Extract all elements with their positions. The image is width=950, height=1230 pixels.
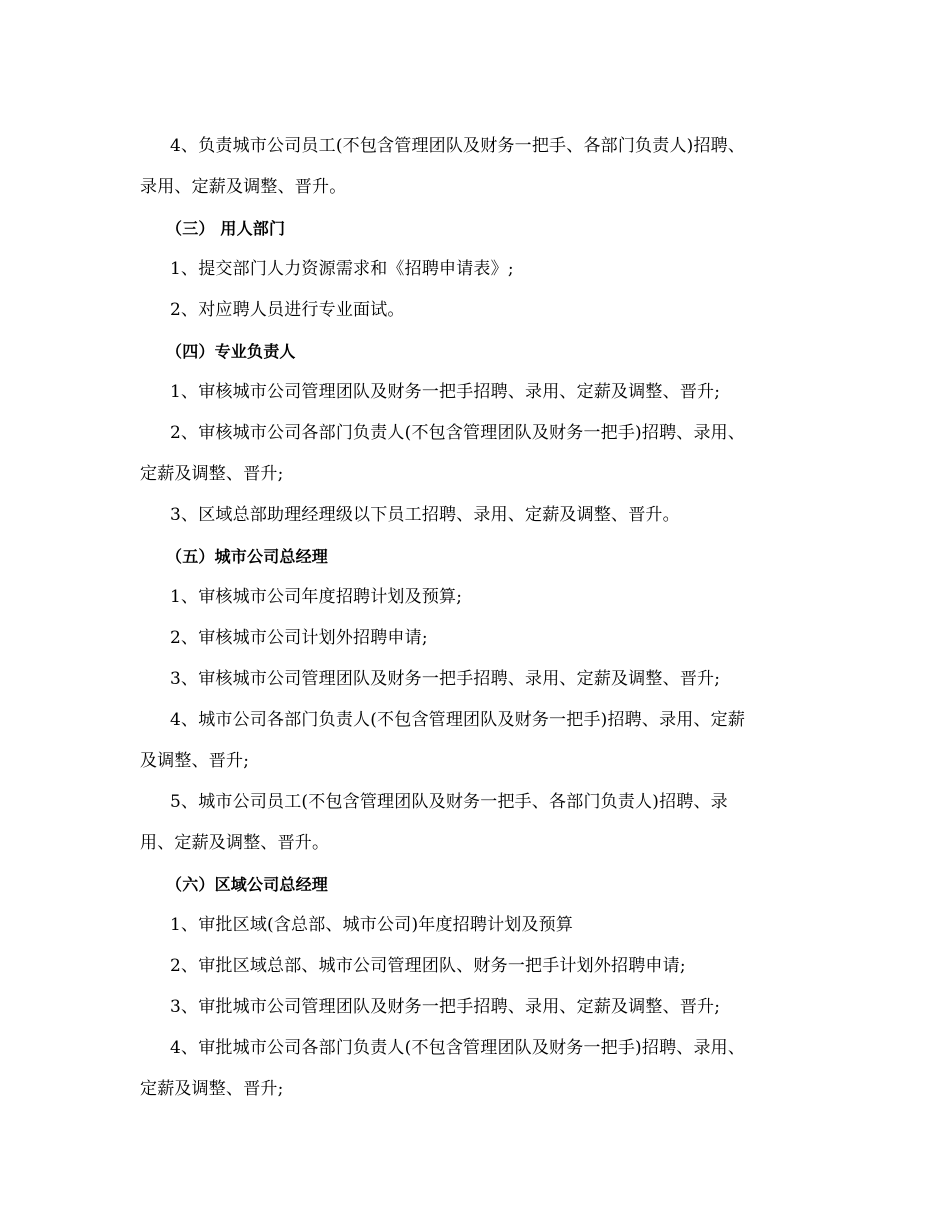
paragraph-continuation: 及调整、晋升; (140, 751, 250, 771)
paragraph-line: 2、审核城市公司各部门负责人(不包含管理团队及财务一把手)招聘、录用、 (170, 423, 746, 443)
paragraph-continuation: 录用、定薪及调整、晋升。 (140, 177, 347, 197)
section-heading-3: （三） 用人部门 (166, 219, 286, 238)
section-heading-6: （六）区域公司总经理 (166, 875, 329, 894)
document-body (140, 126, 800, 1110)
paragraph-continuation: 用、定薪及调整、晋升。 (140, 833, 330, 853)
paragraph-line: 4、城市公司各部门负责人(不包含管理团队及财务一把手)招聘、录用、定薪 (170, 710, 746, 730)
paragraph-line: 4、负责城市公司员工(不包含管理团队及财务一把手、各部门负责人)招聘、 (170, 136, 746, 156)
paragraph-line: 1、审核城市公司年度招聘计划及预算; (170, 587, 463, 607)
paragraph-line: 1、审批区域(含总部、城市公司)年度招聘计划及预算 (170, 915, 574, 935)
paragraph-line: 3、区域总部助理经理级以下员工招聘、录用、定薪及调整、晋升。 (170, 505, 680, 525)
paragraph-continuation: 定薪及调整、晋升; (140, 1079, 284, 1099)
paragraph-line: 4、审批城市公司各部门负责人(不包含管理团队及财务一把手)招聘、录用、 (170, 1038, 746, 1058)
paragraph-line: 2、对应聘人员进行专业面试。 (170, 300, 405, 320)
paragraph-line: 3、审批城市公司管理团队及财务一把手招聘、录用、定薪及调整、晋升; (170, 997, 721, 1017)
paragraph-line: 2、审批区域总部、城市公司管理团队、财务一把手计划外招聘申请; (170, 956, 686, 976)
paragraph-line: 3、审核城市公司管理团队及财务一把手招聘、录用、定薪及调整、晋升; (170, 669, 721, 689)
paragraph-continuation: 定薪及调整、晋升; (140, 464, 284, 484)
paragraph-line: 5、城市公司员工(不包含管理团队及财务一把手、各部门负责人)招聘、录 (170, 792, 728, 812)
paragraph-line: 1、提交部门人力资源需求和《招聘申请表》; (170, 259, 514, 279)
paragraph-line: 2、审核城市公司计划外招聘申请; (170, 628, 428, 648)
section-heading-4: （四）专业负责人 (166, 342, 296, 361)
paragraph-line: 1、审核城市公司管理团队及财务一把手招聘、录用、定薪及调整、晋升; (170, 382, 721, 402)
section-heading-5: （五）城市公司总经理 (166, 547, 329, 566)
